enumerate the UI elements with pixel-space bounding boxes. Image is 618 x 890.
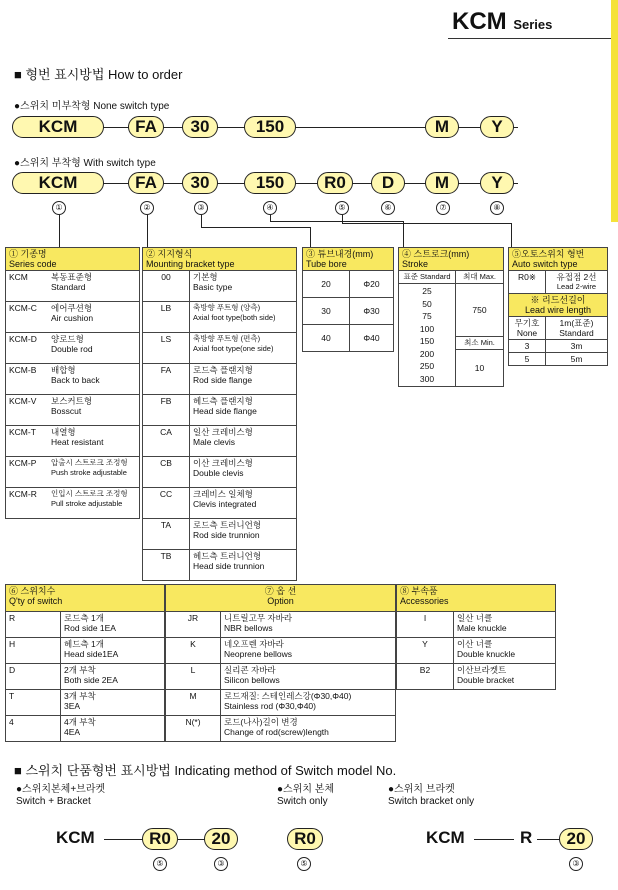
code-stroke: 150 <box>244 116 296 138</box>
code-bracket: FA <box>128 116 164 138</box>
model-a-bore: 20 <box>204 828 238 850</box>
stroke-table: ④ 스트로크(mm) Stroke 표준 Standard 최대 Max. 25 50 75 100 150 200 250 300 750 최소 Min. 10 <box>398 247 504 387</box>
side-accent-strip <box>611 0 618 222</box>
switch-bracket-label: ●스위치본체+브라켓 Switch + Bracket <box>16 784 106 807</box>
switch-bracket-only-label: ●스위치 브라켓 Switch bracket only <box>388 784 475 807</box>
code-option: M <box>425 116 459 138</box>
code-stroke: 150 <box>244 172 296 194</box>
num-3: ③ <box>194 201 208 215</box>
code-qty: D <box>371 172 405 194</box>
switch-model-title: ■ 스위치 단품형번 표시방법 Indicating method of Switch model No. <box>14 763 397 778</box>
model-b-switch: R0 <box>287 828 323 850</box>
num-1: ① <box>52 201 66 215</box>
title-rule <box>448 38 618 39</box>
model-b-num-5: ⑤ <box>297 857 311 871</box>
code-accessory: Y <box>480 172 514 194</box>
num-4: ④ <box>263 201 277 215</box>
option-table: ⑦ 옵 션 Option JR 니트릴고무 자바라 NBR bellows K 네오프렌 자바라 Neoprene bellows L 실리콘 자바라 Silicon bellows M 로드재질: 스테인레스강(Φ30,Φ40) Stainless rod (Φ30,Φ40) N(*) 로드(나사)길이 변경 Change of rod(screw)length <box>165 584 396 742</box>
bore-table: ③ 튜브내경(mm) Tube bore 20 Φ20 30 Φ30 40 Φ40 <box>302 247 394 352</box>
none-switch-label: ●스위치 미부착형 None switch type <box>14 101 170 112</box>
switch-only-label: ●스위치 본체 Switch only <box>277 784 335 807</box>
code-bore: 30 <box>182 172 218 194</box>
code-switch: R0 <box>317 172 353 194</box>
auto-switch-table: ⑤오토스위치 형번 Auto switch type R0※ 유접점 2선 Lead 2-wire ※ 리드선길이 Lead wire length 무기호 None 1m(표준) Standard 3 3m 5 5m <box>508 247 608 366</box>
how-to-order-title: ■ 형번 표시방법 How to order <box>14 67 183 82</box>
model-c-num-3: ③ <box>569 857 583 871</box>
num-6: ⑥ <box>381 201 395 215</box>
accessories-table: ⑧ 부속품 Accessories I 일산 너클 Male knuckle Y 이산 너클 Double knuckle B2 이산브라켓트 Double bracket <box>396 584 556 690</box>
code-option: M <box>425 172 459 194</box>
num-7: ⑦ <box>436 201 450 215</box>
model-a-switch: R0 <box>142 828 178 850</box>
num-2: ② <box>140 201 154 215</box>
code-series: KCM <box>12 116 104 138</box>
model-c-series: KCM <box>426 828 465 847</box>
qty-switch-table: ⑥ 스위치수 Q'ty of switch R 로드측 1개 Rod side 1EA H 헤드측 1개 Head side1EA D 2개 부착 Both side 2EA T 3개 부착 3EA 4 4개 부착 4EA <box>5 584 165 742</box>
code-bore: 30 <box>182 116 218 138</box>
code-bracket: FA <box>128 172 164 194</box>
model-c-bracket: R <box>520 828 533 847</box>
bracket-table: ② 지지형식 Mounting bracket type 00 기본형 Basic type LB 축방향 푸트형 (양측) Axial foot type(both side) LS 축방향 푸트형 (편측) Axial foot type(one side) FA 로드측 플랜지형 Rod side flange FB 헤드측 플랜지형 Head side flange CA 일산 크레비스형 Male clevis CB 이산 크레비스형 Double clevis CC 크레비스 일체형 Clevis integrated TA 로드측 트러니언형 Rod side trunnion TB 헤드측 트러니언형 Head side trunnion <box>142 247 297 581</box>
model-a-series: KCM <box>56 828 95 847</box>
model-a-num-3: ③ <box>214 857 228 871</box>
code-accessory: Y <box>480 116 514 138</box>
model-c-bore: 20 <box>559 828 593 850</box>
with-switch-label: ●스위치 부착형 With switch type <box>14 158 156 169</box>
series-code-table: ① 기종명 Series code KCM 복동표준형 Standard KCM-C 에어쿠션형 Air cushion KCM-D 양로드형 Double rod KCM-B 배합형 Back to back KCM-V 보스커트형 Bosscut KCM-T 내열형 Heat resistant KCM-P 압출시 스트로크 조정형 Push stroke adjustable KCM-R 인입시 스트로크 조정형 Pull stroke adjustable <box>5 247 140 519</box>
num-5: ⑤ <box>335 201 349 215</box>
series-title: KCM Series <box>452 8 553 35</box>
model-a-num-5: ⑤ <box>153 857 167 871</box>
code-series: KCM <box>12 172 104 194</box>
num-8: ⑧ <box>490 201 504 215</box>
